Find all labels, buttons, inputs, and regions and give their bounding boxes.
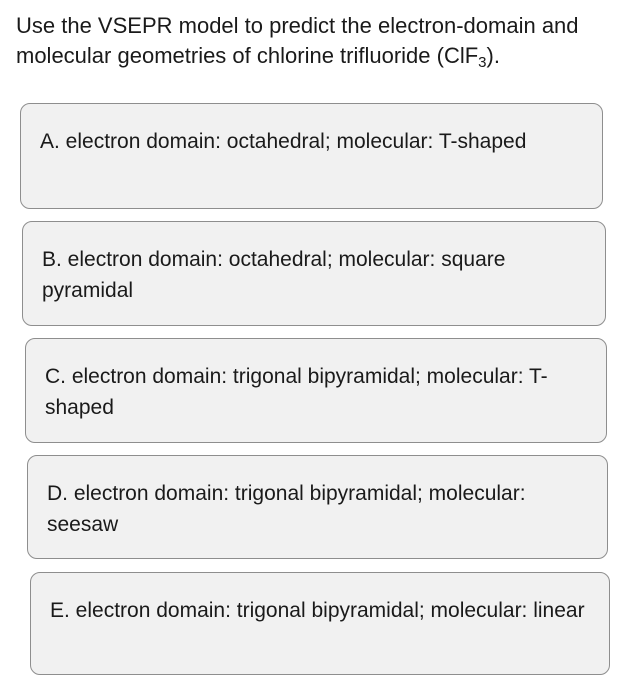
answer-option-e[interactable]	[30, 572, 610, 675]
answer-option-a[interactable]	[20, 103, 603, 209]
answer-option-c-label: C. electron domain: trigonal bipyramidal; molecular: T-shaped	[45, 365, 548, 419]
question-subscript: 3	[478, 54, 487, 71]
answer-option-d[interactable]	[27, 455, 608, 559]
answer-option-e-label: E. electron domain: trigonal bipyramidal; molecular: linear	[50, 599, 585, 622]
answer-option-a-label: A. electron domain: octahedral; molecular: T-shaped	[40, 130, 527, 153]
answer-option-c[interactable]	[25, 338, 607, 443]
question-text-main: Use the VSEPR model to predict the electron-domain and molecular geometries of chlorine trifluoride (ClF	[16, 13, 579, 68]
answer-option-d-label: D. electron domain: trigonal bipyramidal; molecular: seesaw	[47, 482, 526, 536]
answer-option-b-label: B. electron domain: octahedral; molecular: square pyramidal	[42, 248, 506, 302]
answer-option-b[interactable]	[22, 221, 606, 326]
question-text-end: ).	[486, 43, 500, 68]
